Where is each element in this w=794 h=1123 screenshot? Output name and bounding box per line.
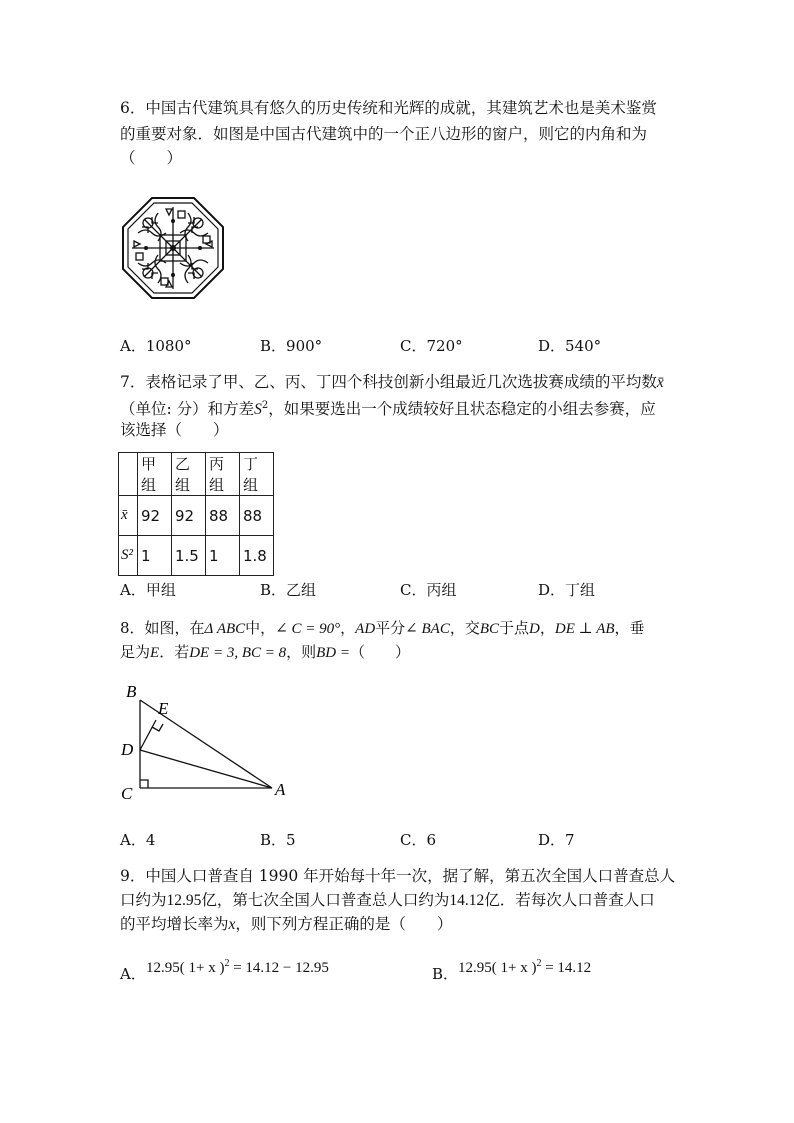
- label-d: D: [121, 740, 134, 759]
- q7-variance-sup: 2: [261, 400, 269, 411]
- table-cell: 1.8: [240, 536, 274, 576]
- table-cell: 1: [138, 536, 172, 576]
- table-header-cell: 丁组: [240, 453, 274, 496]
- q6-option-b[interactable]: B．900°: [260, 337, 323, 355]
- equation-exponent: 2: [224, 958, 230, 969]
- q9-population-5th: 12.95: [166, 892, 202, 909]
- q9-text: 亿，第七次全国人口普查总人口约为: [201, 891, 450, 909]
- right-angle-c: [140, 780, 148, 788]
- q8-text: ．若: [159, 643, 190, 661]
- table-cell: 1: [206, 536, 240, 576]
- q7-mean-symbol: x̄: [656, 374, 664, 391]
- q9-text: 亿．若每次人口普查人口: [484, 891, 655, 909]
- q9-variable-x: x: [228, 916, 236, 933]
- q9-line2: [120, 890, 655, 911]
- q6-line3: （ ）: [120, 149, 183, 167]
- equation-rhs: = 14.12: [541, 960, 592, 976]
- q8-text: 于点: [499, 619, 530, 637]
- octagon-window-image: [122, 197, 224, 299]
- q8-angle-c: ∠ C = 90°: [275, 621, 341, 637]
- label-b: B: [126, 682, 137, 701]
- q7-option-d[interactable]: D．丁组: [538, 581, 596, 599]
- table-row-label: S²: [119, 536, 138, 576]
- q8-triangle-name: Δ ABC: [204, 621, 246, 637]
- table-row: [119, 536, 274, 576]
- q6-line1: 6．中国古代建筑具有悠久的历史传统和光辉的成就，其建筑艺术也是美术鉴赏: [120, 99, 657, 117]
- q8-segment-bc: BC: [479, 621, 500, 637]
- q8-text: 8．如图，在: [120, 619, 205, 637]
- q9-line3: [120, 914, 452, 935]
- q6-option-c[interactable]: C．720°: [400, 337, 463, 355]
- q7-option-b[interactable]: B．乙组: [260, 581, 317, 599]
- q8-option-c[interactable]: C．6: [400, 831, 437, 849]
- q9-option-b[interactable]: [432, 964, 458, 984]
- q8-point-d: D: [529, 621, 540, 637]
- label-c: C: [121, 784, 133, 803]
- q8-point-e: E: [150, 645, 160, 661]
- table-cell: 88: [206, 496, 240, 536]
- q9-option-a[interactable]: [120, 964, 146, 984]
- q8-text: 平分: [375, 619, 406, 637]
- label-e: E: [158, 699, 169, 718]
- label-a: A: [275, 780, 286, 799]
- equation-lhs: 12.95( 1+ x ): [146, 960, 225, 976]
- q8-line1: [120, 618, 645, 639]
- table-cell: 88: [240, 496, 274, 536]
- q8-perpendicular: DE ⊥ AB: [554, 621, 615, 637]
- segment-da: [140, 750, 272, 788]
- table-corner-cell: [119, 453, 138, 496]
- q8-option-d[interactable]: D．7: [538, 831, 575, 849]
- q8-text: 中，: [245, 619, 276, 637]
- q7-score-table: [118, 452, 274, 576]
- table-header-row: [119, 453, 274, 496]
- q8-angle-bac: ∠ BAC: [405, 621, 450, 637]
- q8-text: ，: [340, 619, 356, 637]
- q7-line3: 该选择（ ）: [120, 421, 229, 439]
- q8-condition: DE = 3, BC = 8: [189, 645, 287, 661]
- table-header-cell: 乙组: [172, 453, 206, 496]
- q8-triangle-figure: [112, 680, 302, 806]
- q7-line2-text-b: ，如果要选出一个成绩较好且状态稳定的小组去参赛，应: [268, 400, 656, 419]
- q8-text: ，交: [449, 619, 480, 637]
- table-header-cell: 丙组: [206, 453, 240, 496]
- q9-option-a-letter: A．: [120, 965, 146, 983]
- q8-segment-ad: AD: [355, 621, 376, 637]
- q7-option-a[interactable]: A．甲组: [120, 581, 176, 599]
- q7-line2-text-a: （单位: 分）和方差: [120, 400, 255, 419]
- q9-option-a-equation: [146, 958, 329, 977]
- table-row: [119, 496, 274, 536]
- q8-option-b[interactable]: B．5: [260, 831, 296, 849]
- q9-line1: 9．中国人口普查自 1990 年开始每十年一次，据了解，第五次全国人口普查总人: [120, 867, 676, 885]
- segment-de: [140, 720, 156, 750]
- q9-option-b-letter: B．: [432, 965, 459, 983]
- q7-line1: [120, 372, 664, 393]
- q8-text: ，则: [286, 643, 317, 661]
- equation-lhs: 12.95( 1+ x ): [458, 960, 537, 976]
- equation-rhs: = 14.12 − 12.95: [229, 960, 329, 976]
- q8-option-a[interactable]: A．4: [120, 831, 156, 849]
- q6-option-d[interactable]: D．540°: [538, 337, 602, 355]
- q7-line2: [120, 396, 656, 420]
- q8-bd: BD =: [316, 645, 351, 661]
- q8-text: 足为: [120, 643, 151, 661]
- q7-line1-text: 7．表格记录了甲、乙、丙、丁四个科技创新小组最近几次选拔赛成绩的平均数: [120, 373, 657, 391]
- table-header-cell: 甲组: [138, 453, 172, 496]
- q7-option-c[interactable]: C．丙组: [400, 581, 457, 599]
- q8-text: （ ）: [350, 643, 411, 661]
- q9-text: 口约为: [120, 891, 167, 909]
- q8-text: ，: [539, 619, 555, 637]
- table-row-label: x̄: [119, 496, 138, 536]
- q7-variance-symbol: S: [254, 401, 262, 419]
- q9-population-7th: 14.12: [449, 892, 485, 909]
- q8-text: ，垂: [614, 619, 645, 637]
- q9-text: ，则下列方程正确的是（ ）: [235, 915, 453, 933]
- table-cell: 92: [172, 496, 206, 536]
- q6-option-a[interactable]: A．1080°: [120, 337, 192, 355]
- q9-option-b-equation: [458, 958, 591, 977]
- q9-text: 的平均增长率为: [120, 915, 229, 933]
- table-cell: 92: [138, 496, 172, 536]
- table-cell: 1.5: [172, 536, 206, 576]
- q6-line2: 的重要对象．如图是中国古代建筑中的一个正八边形的窗户，则它的内角和为: [120, 125, 648, 143]
- equation-exponent: 2: [536, 958, 542, 969]
- q8-line2: [120, 642, 410, 663]
